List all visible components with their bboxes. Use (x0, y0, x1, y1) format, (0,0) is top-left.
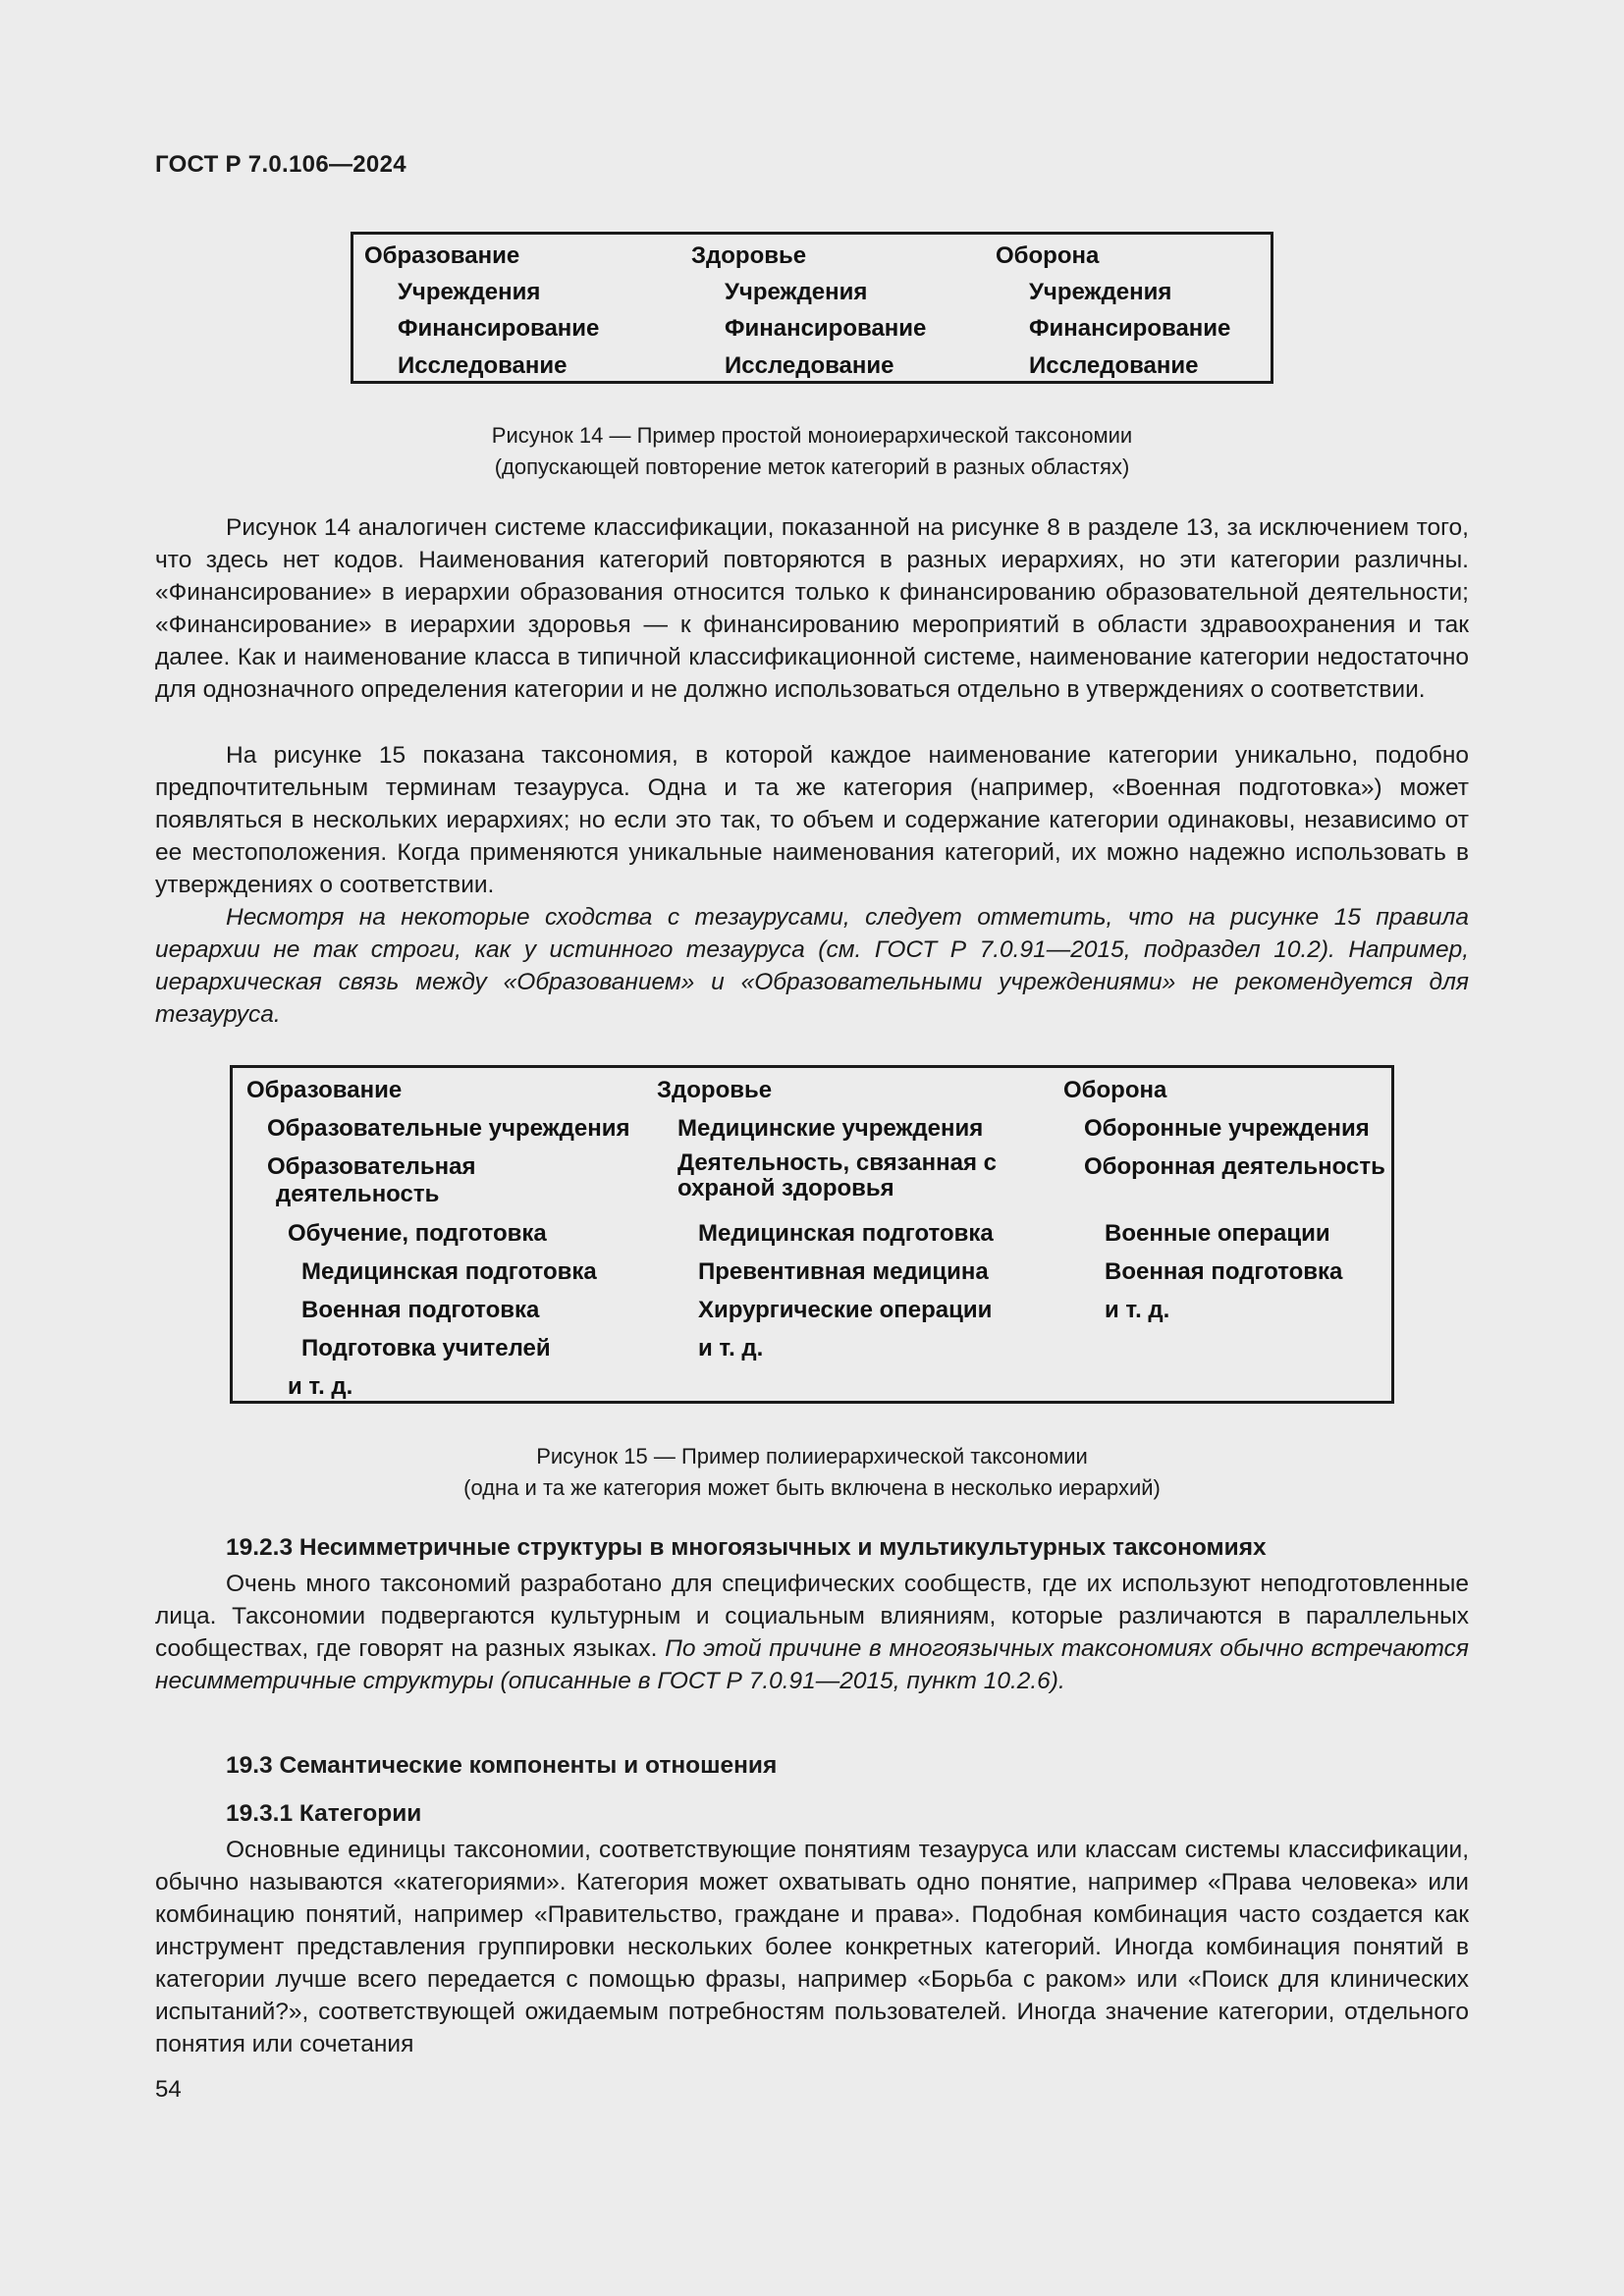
fig14-col1-title: Образование (364, 242, 520, 269)
fig15-col3-item: Оборонные учреждения (1084, 1115, 1370, 1142)
paragraph-4-normal: Очень много таксономий разработано для специфических сообществ, где их используют неподготовленные лица. Таксономии подвергаются культурным и социальным влияниям, которые различаются в параллельных сообществах, где говорят на разных языках. (155, 1571, 1469, 1662)
fig15-col1-item: и т. д. (288, 1373, 353, 1400)
fig15-col2-item: охраной здоровья (677, 1175, 894, 1201)
fig15-col1-item: Обучение, подготовка (288, 1220, 547, 1247)
paragraph-5: Основные единицы таксономии, соответствующие понятиям тезауруса или классам системы классификации, обычно называются «категориями». Категория может охватывать одно понятие, например «Права человека» или комбинацию понятий, например «Правительство, граждане и права». Подобная комбинация часто создается как инструмент представления группировки нескольких более конкретных категорий. Иногда комбинация понятий в категории лучше всего передается с помощью фразы, например «Борьба с раком» или «Поиск для клинических испытаний?», соответствующей ожидаемым потребностям пользователей. Иногда значение категории, отдельного понятия или сочетания (155, 1837, 1469, 2057)
fig15-col2-item: и т. д. (698, 1335, 764, 1362)
fig15-col1-item: деятельность (276, 1181, 440, 1207)
figure-15-caption (0, 1441, 1624, 1504)
fig14-col1-item: Учреждения (398, 279, 541, 305)
fig14-col3-item: Исследование (1029, 352, 1199, 379)
figure-14-caption-line1: Рисунок 14 — Пример простой моноиерархической таксономии (491, 423, 1133, 448)
document-header: ГОСТ Р 7.0.106—2024 (155, 151, 406, 178)
fig15-col3-item: Военные операции (1105, 1220, 1330, 1247)
fig15-col1-item: Подготовка учителей (301, 1335, 551, 1362)
figure-15-caption-line1: Рисунок 15 — Пример полииерархической таксономии (536, 1444, 1088, 1468)
fig15-col1-title: Образование (246, 1077, 403, 1103)
fig14-col3-title: Оборона (996, 242, 1100, 269)
fig15-col1-item: Медицинская подготовка (301, 1258, 597, 1285)
fig14-col2-item: Учреждения (725, 279, 868, 305)
fig15-col2-item: Хирургические операции (698, 1297, 993, 1323)
fig15-col2-item: Медицинская подготовка (698, 1220, 994, 1247)
paragraph-4-italic: По этой причине в многоязычных таксономиях обычно встречаются несимметричные структуры (описанные в ГОСТ Р 7.0.91—2015, пункт 10.2.6). (155, 1635, 1470, 1694)
fig14-col1-item: Финансирование (398, 315, 600, 342)
figure-14-caption (0, 420, 1624, 483)
heading-19-3-1: 19.3.1 Категории (226, 1800, 422, 1827)
fig15-col3-item: и т. д. (1105, 1297, 1170, 1323)
fig15-col1-item: Образовательная (267, 1153, 476, 1180)
paragraph-4 (155, 1568, 1469, 1697)
fig14-col2-item: Исследование (725, 352, 894, 379)
fig14-col2-item: Финансирование (725, 315, 927, 342)
paragraph-2: На рисунке 15 показана таксономия, в которой каждое наименование категории уникально, подобно предпочтительным терминам тезауруса. Одна и та же категория (например, «Военная подготовка») может появляться в нескольких иерархиях; но если это так, то объем и содержание категории одинаковы, независимо от ее местоположения. Когда применяются уникальные наименования категорий, их можно надежно использовать в утверждениях о соответствии. (155, 742, 1469, 898)
fig14-col3-item: Финансирование (1029, 315, 1231, 342)
fig15-col2-item: Деятельность, связанная с (677, 1149, 997, 1176)
figure-15-box (230, 1065, 1394, 1404)
fig14-col2-title: Здоровье (691, 242, 807, 269)
figure-15-caption-line2: (одна и та же категория может быть включена в несколько иерархий) (463, 1475, 1161, 1500)
fig14-col3-item: Учреждения (1029, 279, 1172, 305)
fig15-col1-item: Образовательные учреждения (267, 1115, 630, 1142)
paragraph-1: Рисунок 14 аналогичен системе классификации, показанной на рисунке 8 в разделе 13, за исключением того, что здесь нет кодов. Наименования категорий повторяются в разных иерархиях, но эти категории различны. «Финансирование» в иерархии образования относится только к финансированию образовательной деятельности; «Финансирование» в иерархии здоровья — к финансированию мероприятий в области здравоохранения и так далее. Как и наименование класса в типичной классификационной системе, наименование категории недостаточно для однозначного определения категории и не должно использоваться отдельно в утверждениях о соответствии. (155, 514, 1469, 703)
fig15-col2-title: Здоровье (657, 1077, 773, 1103)
fig14-col1-item: Исследование (398, 352, 568, 379)
figure-14-caption-line2: (допускающей повторение меток категорий в разных областях) (494, 454, 1130, 479)
heading-19-3: 19.3 Семантические компоненты и отношения (226, 1752, 778, 1779)
fig15-col2-item: Медицинские учреждения (677, 1115, 984, 1142)
heading-19-2-3: 19.2.3 Несимметричные структуры в многоязычных и мультикультурных таксономиях (226, 1534, 1267, 1561)
paragraph-3-italic: Несмотря на некоторые сходства с тезаурусами, следует отметить, что на рисунке 15 правила иерархии не так строги, как у истинного тезауруса (см. ГОСТ Р 7.0.91—2015, подраздел 10.2). Например, иерархическая связь между «Образованием» и «Образовательными учреждениями» не рекомендуется для тезауруса. (155, 904, 1469, 1028)
fig15-col2-item: Превентивная медицина (698, 1258, 989, 1285)
page-number: 54 (155, 2076, 182, 2103)
fig15-col3-title: Оборона (1063, 1077, 1167, 1103)
paragraph-3 (155, 901, 1469, 1031)
fig15-col1-item: Военная подготовка (301, 1297, 540, 1323)
fig15-col3-item: Военная подготовка (1105, 1258, 1343, 1285)
fig15-col3-item: Оборонная деятельность (1084, 1153, 1385, 1180)
figure-14-box (351, 232, 1273, 384)
